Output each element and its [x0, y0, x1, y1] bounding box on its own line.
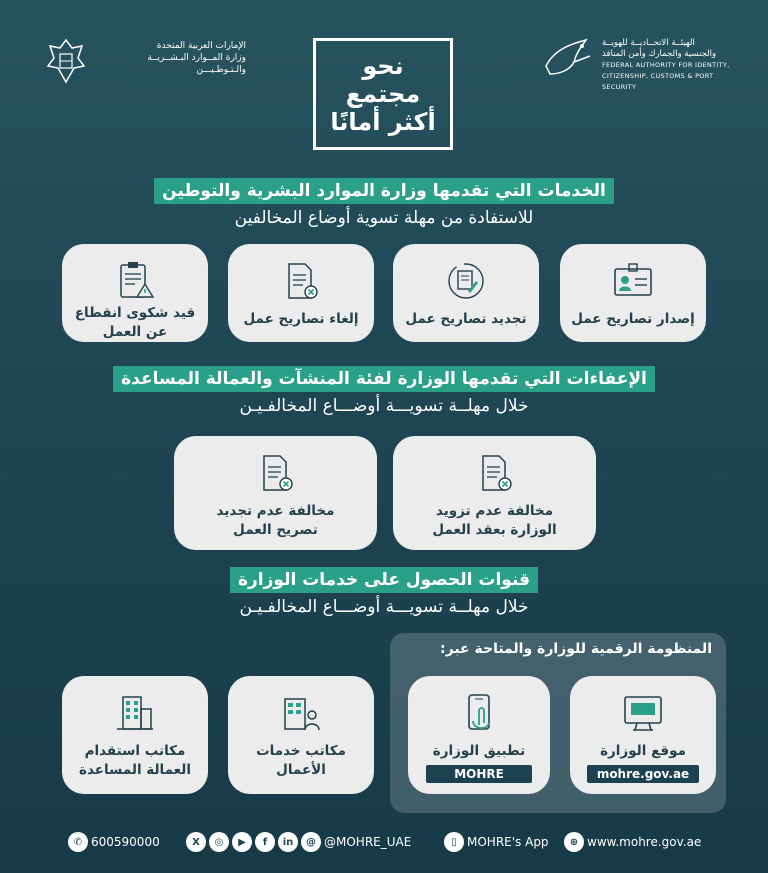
section2-title: الإعفاءات التي تقدمها الوزارة لفئة المنشآت والعمالة المساعدة	[113, 366, 655, 392]
right-logo-ar-line: الهيئــة الاتحــاديــة للهويــة	[602, 38, 695, 48]
slogan-line: أكثر أمانًا	[330, 108, 436, 136]
instagram-icon[interactable]: ◎	[209, 832, 229, 852]
website-icon	[621, 692, 665, 734]
channel-card-recruitment-offices[interactable]	[62, 676, 208, 794]
section3-heading	[0, 567, 768, 619]
threads-icon[interactable]: @	[301, 832, 321, 852]
mobile-icon: ▯	[444, 832, 464, 852]
service-card-label: تجديد تصاريح عمل	[405, 311, 527, 327]
right-logo-en-line: CITIZENSHIP, CUSTOMS & PORT SECURITY	[602, 72, 714, 91]
footer-social[interactable]	[186, 830, 411, 854]
website-url: www.mohre.gov.ae	[587, 835, 702, 849]
left-logo-line: والـتـوطـيـــن	[196, 65, 246, 75]
right-logo-ar-line: والجنسية والجمارك وأمن المنافذ	[602, 49, 717, 59]
channel-card-business-offices[interactable]	[228, 676, 374, 794]
facebook-icon[interactable]: f	[255, 832, 275, 852]
service-card-cancel-permits[interactable]	[228, 244, 374, 342]
exemption-card-renewal[interactable]	[174, 436, 377, 550]
slogan-line: نحو	[362, 52, 404, 80]
mohre-logo	[44, 36, 244, 86]
youtube-icon[interactable]: ▶	[232, 832, 252, 852]
service-card-label: إلغاء تصاريح عمل	[243, 311, 359, 327]
channel-card-label: مكاتب استقدام العمالة المساعدة	[79, 743, 191, 778]
exemption-card-label: مخالفة عدم تجديد تصريح العمل	[216, 503, 335, 538]
service-card-label: إصدار تصاريح عمل	[571, 311, 695, 327]
website-url-pill[interactable]: mohre.gov.ae	[587, 765, 699, 783]
clipboard-warning-icon	[113, 260, 157, 300]
phone-icon: ✆	[68, 832, 88, 852]
service-card-label: قيد شكوى انقطاع عن العمل	[74, 305, 196, 340]
exemption-card-contract[interactable]	[393, 436, 596, 550]
right-logo-en-line: FEDERAL AUTHORITY FOR IDENTITY,	[602, 61, 730, 69]
social-handle: @MOHRE_UAE	[324, 835, 412, 849]
business-office-icon	[279, 692, 323, 734]
channel-card-app[interactable]	[408, 676, 550, 794]
falcon-icon	[540, 36, 596, 80]
section2-heading	[0, 366, 768, 418]
digital-channels-title: المنظومة الرقمية للوزارة والمتاحة عبر:	[440, 641, 712, 657]
office-building-icon	[113, 692, 157, 734]
app-name: MOHRE's App	[467, 835, 549, 849]
slogan-line: مجتمع	[345, 80, 421, 108]
footer-phone[interactable]	[68, 830, 160, 854]
service-card-renew-permits[interactable]	[393, 244, 539, 342]
footer-website[interactable]	[564, 830, 701, 854]
channel-card-label: موقع الوزارة	[600, 743, 686, 759]
icp-logo	[540, 36, 740, 91]
service-card-issue-permits[interactable]	[560, 244, 706, 342]
document-renew-icon	[444, 260, 488, 302]
left-logo-line: وزارة المــوارد البـشــريــة	[147, 53, 246, 63]
section3-subtitle: خلال مهلــة تسويـــة أوضـــاع المخالفـيـن	[239, 597, 529, 617]
uae-emblem-icon	[44, 36, 88, 86]
globe-icon: ⊕	[564, 832, 584, 852]
document-cancel-icon	[254, 452, 298, 494]
channel-card-website[interactable]	[570, 676, 716, 794]
linkedin-icon[interactable]: in	[278, 832, 298, 852]
document-cancel-icon	[473, 452, 517, 494]
channel-card-label: مكاتب خدمات الأعمال	[256, 743, 346, 778]
section1-heading	[0, 178, 768, 230]
mobile-app-icon	[457, 692, 501, 734]
footer-app[interactable]	[444, 830, 549, 854]
section1-subtitle: للاستفادة من مهلة تسوية أوضاع المخالفين	[234, 208, 534, 228]
section3-title: قنوات الحصول على خدمات الوزارة	[230, 567, 538, 593]
slogan-box	[313, 38, 453, 150]
id-card-icon	[611, 260, 655, 302]
exemption-card-label: مخالفة عدم تزويد الوزارة بعقد العمل	[432, 503, 557, 538]
document-cancel-icon	[279, 260, 323, 302]
left-logo-line: الإمارات العربية المتحدة	[156, 41, 246, 51]
section2-subtitle: خلال مهلــة تسويـــة أوضـــاع المخالفـيـن	[239, 396, 529, 416]
x-icon[interactable]: X	[186, 832, 206, 852]
phone-number: 600590000	[91, 835, 160, 849]
service-card-absconding-complaint[interactable]	[62, 244, 208, 342]
channel-card-label: تطبيق الوزارة	[432, 743, 526, 759]
app-name-pill[interactable]: MOHRE	[426, 765, 532, 783]
section1-title: الخدمات التي تقدمها وزارة الموارد البشرية والتوطين	[154, 178, 614, 204]
